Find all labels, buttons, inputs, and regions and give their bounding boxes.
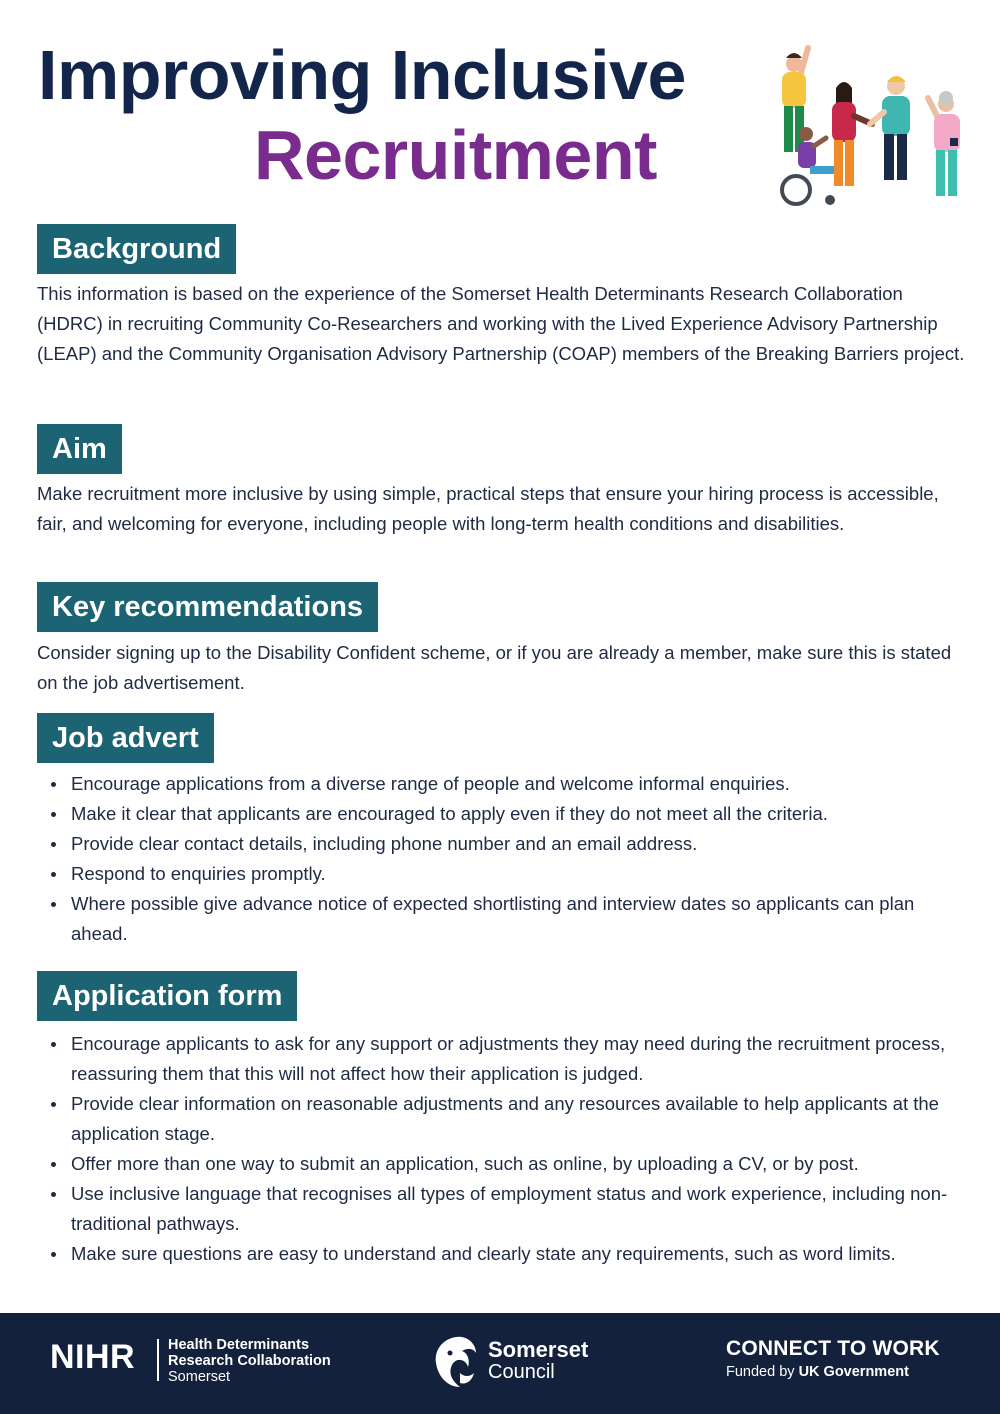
background-text: This information is based on the experience of the Somerset Health Determinants Research Collaboration (HDRC) in recruiting Community Co-Researchers and working with the Lived Experience Advisory Partnership (LEAP) and the Community Organisation Advisory Partnership (COAP) members of the Breaking Barriers project. xyxy=(37,283,965,364)
somerset-council-name: Somerset xyxy=(488,1337,589,1362)
list-item: Offer more than one way to submit an application, such as online, by uploading a CV, or by post. xyxy=(37,1149,967,1179)
connect-to-work-logo: CONNECT TO WORK xyxy=(726,1337,940,1360)
nihr-logo: NIHR xyxy=(50,1338,136,1376)
list-item: Encourage applications from a diverse range of people and welcome informal enquiries. xyxy=(37,769,967,799)
people-illustration-icon xyxy=(770,42,970,214)
page-title-line2: Recruitment xyxy=(254,116,657,194)
list-item: Where possible give advance notice of expected shortlisting and interview dates so applicants can plan ahead. xyxy=(37,889,967,949)
page-title-line1: Improving Inclusive xyxy=(38,36,686,114)
funded-bold: UK Government xyxy=(798,1364,909,1380)
list-item: Make sure questions are easy to understand and clearly state any requirements, such as word limits. xyxy=(37,1239,967,1269)
logo-divider xyxy=(157,1339,159,1381)
list-item: Provide clear contact details, including phone number and an email address. xyxy=(37,829,967,859)
aim-text: Make recruitment more inclusive by using simple, practical steps that ensure your hiring process is accessible, fair, and welcoming for everyone, including people with long-term health conditions and disabilities. xyxy=(37,483,939,534)
list-item: Provide clear information on reasonable adjustments and any resources available to help applicants at the application stage. xyxy=(37,1089,967,1149)
list-item: Respond to enquiries promptly. xyxy=(37,859,967,889)
job-advert-list xyxy=(37,769,967,949)
list-item: Encourage applicants to ask for any support or adjustments they may need during the recruitment process, reassuring them that this will not affect how their application is judged. xyxy=(37,1029,967,1089)
hdrc-line2: Research Collaboration xyxy=(168,1353,331,1369)
list-item: Make it clear that applicants are encouraged to apply even if they do not meet all the criteria. xyxy=(37,799,967,829)
hdrc-line1: Health Determinants xyxy=(168,1337,310,1353)
section-heading-key-recommendations: Key recommendations xyxy=(37,582,378,632)
list-item: Use inclusive language that recognises all types of employment status and work experience, including non-traditional pathways. xyxy=(37,1179,967,1239)
footer xyxy=(0,1313,1000,1414)
funded-prefix: Funded by xyxy=(726,1364,799,1380)
section-heading-background: Background xyxy=(37,224,236,274)
hdrc-line3: Somerset xyxy=(168,1369,231,1385)
section-heading-job-advert: Job advert xyxy=(37,713,214,763)
application-form-list xyxy=(37,1029,967,1269)
hdrc-logo-text xyxy=(168,1337,331,1385)
funded-by-text xyxy=(726,1365,909,1380)
section-heading-application-form: Application form xyxy=(37,971,297,1021)
section-heading-aim: Aim xyxy=(37,424,122,474)
key-recommendations-text: Consider signing up to the Disability Confident scheme, or if you are already a member, make sure this is stated on the job advertisement. xyxy=(37,642,952,693)
somerset-council-sub: Council xyxy=(488,1361,555,1383)
somerset-dragon-icon xyxy=(430,1333,482,1391)
